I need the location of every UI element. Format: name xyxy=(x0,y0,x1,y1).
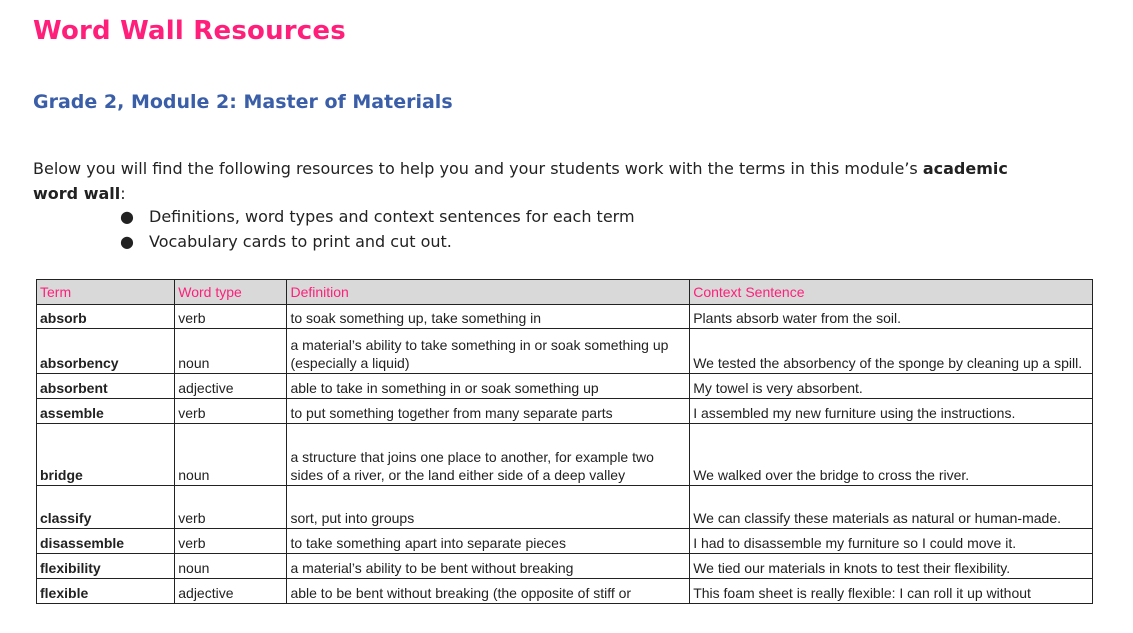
intro-text: Below you will find the following resources to help you and your students work with the terms in this module’s xyxy=(33,159,923,178)
column-header-word-type: Word type xyxy=(175,280,287,305)
page-subtitle: Grade 2, Module 2: Master of Materials xyxy=(33,91,453,113)
word-type-cell: verb xyxy=(175,529,287,554)
table-row xyxy=(37,424,1093,486)
bullet-icon: ● xyxy=(120,232,134,251)
term-cell: classify xyxy=(37,486,175,529)
table-row xyxy=(37,579,1093,604)
context-sentence-cell: We tied our materials in knots to test their flexibility. xyxy=(690,554,1093,579)
column-header-definition: Definition xyxy=(287,280,690,305)
term-cell: bridge xyxy=(37,424,175,486)
term-cell: assemble xyxy=(37,399,175,424)
term-cell: absorbent xyxy=(37,374,175,399)
word-wall-table xyxy=(36,279,1093,604)
definition-cell: able to be bent without breaking (the opposite of stiff or xyxy=(287,579,690,604)
context-sentence-cell: We tested the absorbency of the sponge by cleaning up a spill. xyxy=(690,329,1093,374)
word-type-cell: verb xyxy=(175,486,287,529)
term-cell: flexibility xyxy=(37,554,175,579)
table-row xyxy=(37,486,1093,529)
word-type-cell: noun xyxy=(175,554,287,579)
definition-cell: a material’s ability to take something in or soak something up (especially a liquid) xyxy=(287,329,690,374)
context-sentence-cell: Plants absorb water from the soil. xyxy=(690,305,1093,329)
word-type-cell: verb xyxy=(175,305,287,329)
definition-cell: to soak something up, take something in xyxy=(287,305,690,329)
definition-cell: to put something together from many separate parts xyxy=(287,399,690,424)
definition-cell: a material’s ability to be bent without breaking xyxy=(287,554,690,579)
list-item-text: Definitions, word types and context sentences for each term xyxy=(149,207,635,226)
list-item xyxy=(120,229,635,254)
table-row xyxy=(37,305,1093,329)
context-sentence-cell: My towel is very absorbent. xyxy=(690,374,1093,399)
definition-cell: to take something apart into separate pieces xyxy=(287,529,690,554)
term-cell: absorb xyxy=(37,305,175,329)
word-type-cell: verb xyxy=(175,399,287,424)
context-sentence-cell: I had to disassemble my furniture so I could move it. xyxy=(690,529,1093,554)
column-header-term: Term xyxy=(37,280,175,305)
context-sentence-cell: We can classify these materials as natural or human-made. xyxy=(690,486,1093,529)
column-header-context-sentence: Context Sentence xyxy=(690,280,1093,305)
definition-cell: able to take in something in or soak something up xyxy=(287,374,690,399)
table-row xyxy=(37,554,1093,579)
word-type-cell: adjective xyxy=(175,579,287,604)
page-title: Word Wall Resources xyxy=(33,16,346,46)
term-cell: absorbency xyxy=(37,329,175,374)
word-type-cell: adjective xyxy=(175,374,287,399)
table-row xyxy=(37,399,1093,424)
definition-cell: a structure that joins one place to another, for example two sides of a river, or the land either side of a deep valley xyxy=(287,424,690,486)
resource-list xyxy=(120,204,635,254)
word-type-cell: noun xyxy=(175,424,287,486)
table-row xyxy=(37,529,1093,554)
bullet-icon: ● xyxy=(120,207,134,226)
term-cell: flexible xyxy=(37,579,175,604)
definition-cell: sort, put into groups xyxy=(287,486,690,529)
term-cell: disassemble xyxy=(37,529,175,554)
word-type-cell: noun xyxy=(175,329,287,374)
table-header-row xyxy=(37,280,1093,305)
context-sentence-cell: This foam sheet is really flexible: I can roll it up without xyxy=(690,579,1093,604)
intro-punctuation: : xyxy=(120,184,126,203)
list-item xyxy=(120,204,635,229)
context-sentence-cell: We walked over the bridge to cross the river. xyxy=(690,424,1093,486)
context-sentence-cell: I assembled my new furniture using the instructions. xyxy=(690,399,1093,424)
table-row xyxy=(37,374,1093,399)
list-item-text: Vocabulary cards to print and cut out. xyxy=(149,232,452,251)
table-row xyxy=(37,329,1093,374)
intro-paragraph xyxy=(33,156,1043,206)
intro-bold-term: academic word wall xyxy=(33,159,1008,203)
